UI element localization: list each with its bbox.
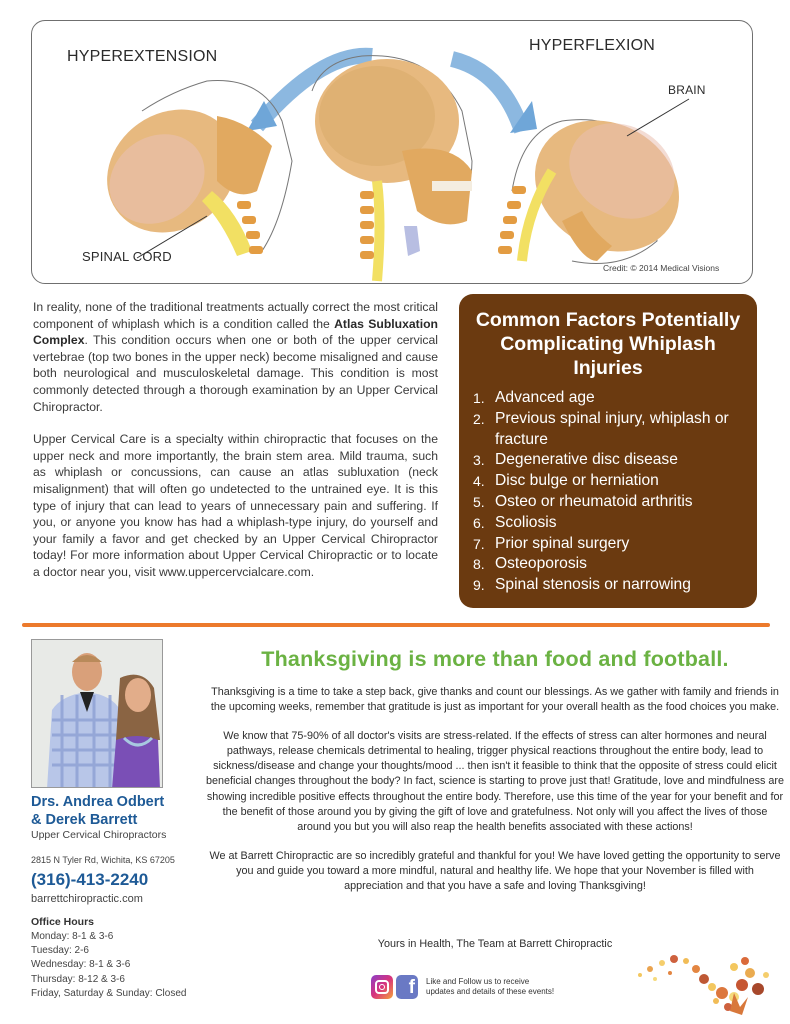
- factor-text: Spinal stenosis or narrowing: [495, 576, 691, 594]
- common-factors-box: [459, 294, 757, 608]
- factor-text: Previous spinal injury, whiplash or fracture: [495, 409, 729, 448]
- office-hours-heading: Office Hours: [31, 916, 95, 928]
- factor-text: Osteo or rheumatoid arthritis: [495, 492, 693, 510]
- hours-row: Thursday: 8-12 & 3-6: [31, 973, 125, 985]
- social-text-line: updates and details of these events!: [426, 987, 555, 996]
- whiplash-article: [33, 299, 438, 581]
- doctors-photo: [31, 639, 163, 788]
- social-follow-text: [426, 977, 554, 998]
- whiplash-illustration: [31, 20, 753, 284]
- thanksgiving-paragraph: We know that 75-90% of all doctor's visits are stress-related. If the effects of stress can alter hormones and neural pathways, release chemicals detrimental to healing, trigger physical reactions throughout the entire body, lead to sickness/disease and change your thoughts/mood ... then isn't it feasible to think that the opposite of stress could elicit beneficial changes throughout the body? In fact, science is starting to prove just that! Gratitude, love and mindfulness are showing incredible positive effects throughout the entire body. Therefore, use this time of the year for your benefit and for the benefit of those around you by giving the gift of love and gratefulness. Not only will you affect the lives of those around you but you will also reap the health benefits associated with these actions!: [206, 729, 784, 834]
- doctors-title: Upper Cervical Chiropractors: [31, 829, 167, 841]
- hours-row: Friday, Saturday & Sunday: Closed: [31, 987, 187, 999]
- hours-row: Monday: 8-1 & 3-6: [31, 931, 114, 942]
- thanksgiving-paragraph: We at Barrett Chiropractic are so incredibly grateful and thankful for you! We have loved getting the opportunity to serve you and guide you toward a more mindful, natural and healthy life. We hope that your November is filled with appreciation and that you have a safe and loving Thanksgiving!: [209, 849, 781, 893]
- facebook-icon[interactable]: f: [396, 975, 418, 999]
- factor-text: Scoliosis: [495, 513, 557, 531]
- factor-number: 2.: [473, 410, 485, 427]
- factor-text: Disc bulge or herniation: [495, 472, 659, 490]
- doctors-name-line-1: Drs. Andrea Odbert: [31, 794, 165, 810]
- factor-number: 6.: [473, 514, 485, 531]
- article-text: . This condition occurs when one or both of the upper cervical vertebrae (top two bones in the upper neck) become misaligned and cause both neurological and musculoskeletal damage. This condition is most commonly detected through a thorough examination by an Upper Cervical Chiropractor.: [33, 333, 438, 414]
- factor-item: [473, 534, 743, 555]
- social-text-line: Like and Follow us to receive: [426, 976, 530, 986]
- article-paragraph-2: Upper Cervical Care is a specialty within chiropractic that focuses on the upper neck and more importantly, the brain stem area. Mild trauma, such as whiplash or concussions, can cause an atlas subluxation (neck misalignment) that will often go undetected to the untrained eye. It is this type of injury that can lead to years of unnecessary pain and suffering. If you, or anyone you know has had a whiplash-type injury, do yourself and your family a favor and get checked by an Upper Cervical Chiropractor today! For more information about Upper Cervical Chiropractic or to locate a doctor near you, visit www.uppercervcialcare.com.: [33, 432, 438, 579]
- factor-text: Osteoporosis: [495, 555, 587, 573]
- factor-text: Advanced age: [495, 389, 595, 406]
- factor-item: [473, 471, 743, 492]
- factor-text: Prior spinal surgery: [495, 534, 630, 552]
- section-divider: [22, 623, 770, 627]
- label-brain: BRAIN: [668, 83, 706, 97]
- hours-row: Tuesday: 2-6: [31, 945, 89, 957]
- doctors-name-line-2: & Derek Barrett: [31, 812, 138, 828]
- factor-number: 1.: [473, 390, 485, 406]
- thanksgiving-paragraph: Thanksgiving is a time to take a step back, give thanks and count our blessings. As we gather with family and friends in the upcoming weeks, remember that gratitude is just as important for your overall health as the food choices you make.: [210, 686, 780, 714]
- thanksgiving-body: [206, 685, 784, 908]
- factor-number: 3.: [473, 452, 485, 469]
- factor-item: [473, 554, 743, 575]
- thanksgiving-title: Thanksgiving is more than food and football.: [261, 647, 729, 671]
- hours-row: Wednesday: 8-1 & 3-6: [31, 959, 131, 971]
- doctors-photo-graphic: [32, 640, 163, 788]
- image-credit: Credit: © 2014 Medical Visions: [603, 263, 720, 273]
- factor-item: [473, 409, 743, 451]
- instagram-icon[interactable]: [371, 975, 393, 999]
- article-paragraph-1: [33, 299, 438, 415]
- label-hyperextension: HYPEREXTENSION: [67, 48, 218, 65]
- autumn-leaves-decoration: [630, 945, 780, 1020]
- factors-title: Common Factors Potentially Complicating Whiplash Injuries: [475, 309, 741, 379]
- factor-number: 7.: [473, 535, 485, 552]
- factor-item: [473, 575, 743, 596]
- factor-number: 9.: [473, 577, 485, 594]
- thanksgiving-signoff: Yours in Health, The Team at Barrett Chiropractic: [377, 938, 613, 950]
- clinic-address: 2815 N Tyler Rd, Wichita, KS 67205: [31, 855, 175, 865]
- social-follow: [371, 975, 554, 999]
- factor-text: Degenerative disc disease: [495, 451, 678, 469]
- factor-number: 8.: [473, 556, 485, 573]
- article-text: In reality, none of the traditional treatments actually correct the most critical component of whiplash which is a condition called the: [33, 300, 438, 331]
- article-bold-term: Atlas Subluxation Complex: [33, 316, 438, 348]
- factor-item: [473, 450, 743, 471]
- label-spinal-cord: SPINAL CORD: [82, 249, 172, 264]
- factor-item: [473, 388, 743, 409]
- factor-item: [473, 492, 743, 513]
- factor-number: 4.: [473, 473, 485, 490]
- label-hyperflexion: HYPERFLEXION: [529, 37, 655, 54]
- office-hours-list: [31, 930, 186, 1001]
- factors-list: [473, 388, 743, 596]
- clinic-phone[interactable]: (316)-413-2240: [31, 870, 149, 889]
- doctors-name: [31, 793, 164, 829]
- factor-item: [473, 513, 743, 534]
- clinic-website-link[interactable]: barrettchiropractic.com: [31, 893, 143, 905]
- factor-number: 5.: [473, 493, 485, 510]
